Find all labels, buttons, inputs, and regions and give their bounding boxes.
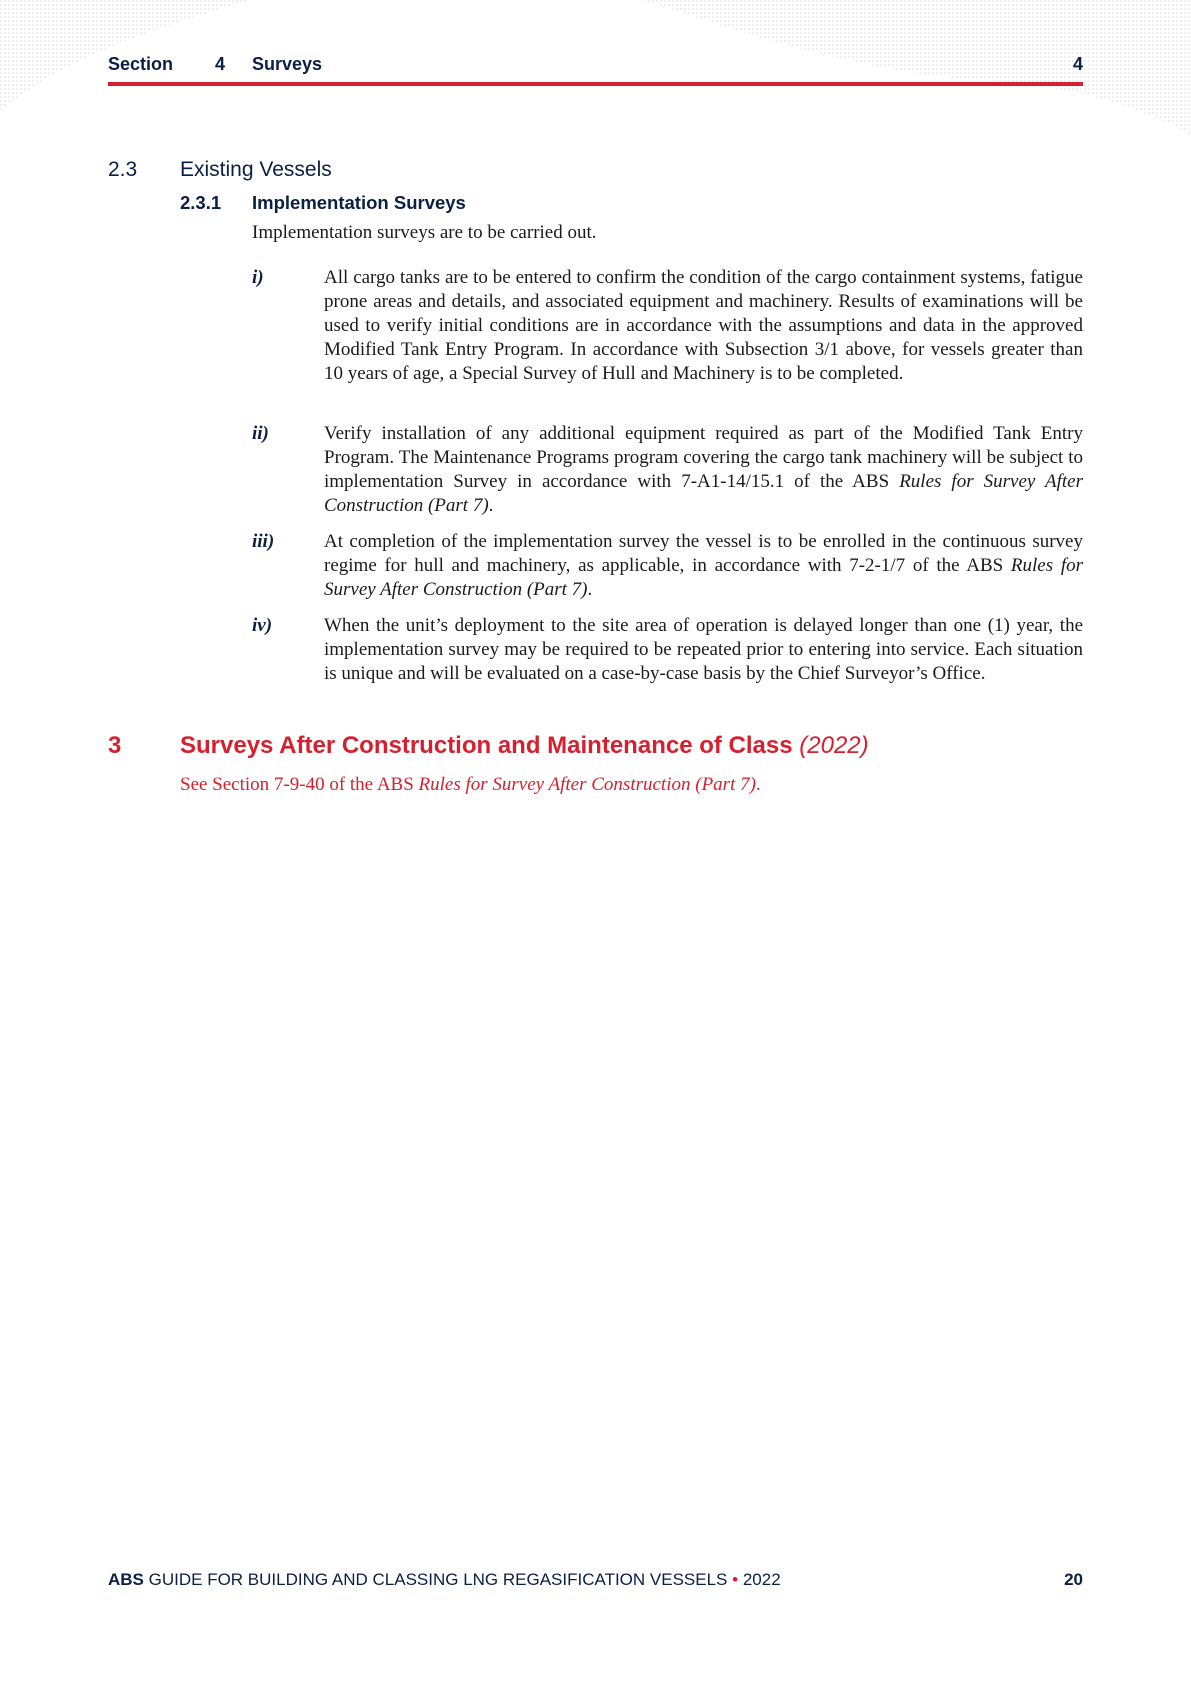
- list-item-i: [252, 266, 1083, 386]
- intro-paragraph: Implementation surveys are to be carried out.: [252, 222, 597, 243]
- subheading-number: 2.3.1: [180, 192, 222, 213]
- list-text: [324, 530, 1083, 602]
- list-text-part: .: [587, 579, 593, 600]
- footer-brand: ABS: [108, 1570, 144, 1589]
- list-text-part: .: [488, 495, 494, 516]
- list-text: [324, 422, 1083, 518]
- rules-reference: Rules for Survey After Construction (Part 7): [324, 555, 1083, 600]
- heading-number: 2.3: [108, 158, 138, 181]
- list-item-iii: [252, 530, 1083, 602]
- header-rule: [108, 82, 1083, 86]
- list-label: ii): [252, 423, 269, 444]
- running-header: [108, 54, 1083, 76]
- list-text-part: At completion of the implementation survey the vessel is to be enrolled in the continuous survey regime for hull and machinery, as applicable, in accordance with 7-2-1/7 of the ABS: [324, 531, 1083, 576]
- see-text: .: [755, 774, 761, 795]
- rules-reference: Rules for Survey After Construction (Part 7): [324, 471, 1083, 516]
- list-text-part: Verify installation of any additional equipment required as part of the Modified Tank Entry Program. The Maintenance Programs program covering the cargo tank machinery will be subject to implementation Survey in accordance with 7-A1-14/15.1 of the ABS: [324, 423, 1083, 492]
- list-item-ii: [252, 422, 1083, 518]
- see-text: See Section 7-9-40 of the ABS: [180, 774, 419, 795]
- rules-reference: Rules for Survey After Construction (Part 7): [418, 774, 756, 795]
- heading-title: Surveys After Construction and Maintenance of Class: [180, 732, 793, 759]
- heading-title: Existing Vessels: [180, 158, 332, 181]
- footer-title: GUIDE FOR BUILDING AND CLASSING LNG REGASIFICATION VESSELS: [148, 1570, 728, 1589]
- heading-year: (2022): [799, 732, 869, 759]
- header-section-label: Section: [108, 54, 174, 74]
- header-section-number: 4: [215, 54, 226, 74]
- header-section-title: Surveys: [252, 54, 323, 74]
- list-text: All cargo tanks are to be entered to confirm the condition of the cargo containment systems, fatigue prone areas and details, and associated equipment and machinery. Results of examinations will be used to verify initial conditions are in accordance with the assumptions and data in the approved Modified Tank Entry Program. In accordance with Subsection 3/1 above, for vessels greater than 10 years of age, a Special Survey of Hull and Machinery is to be completed.: [324, 267, 1083, 384]
- header-dot-pattern: [0, 0, 1191, 160]
- list-label: iii): [252, 531, 275, 552]
- list-label: iv): [252, 615, 273, 636]
- footer-year: 2022: [742, 1570, 781, 1589]
- heading-title-line: [180, 732, 869, 760]
- list-item-iv: [252, 614, 1083, 686]
- see-reference-paragraph: [180, 774, 761, 796]
- heading-number: 3: [108, 732, 122, 759]
- footer-separator: •: [732, 1570, 739, 1589]
- subheading-title: Implementation Surveys: [252, 192, 466, 213]
- list-label: i): [252, 267, 264, 288]
- running-footer: [108, 1570, 1083, 1592]
- header-page-section: 4: [1072, 54, 1083, 74]
- footer-page-number: 20: [1064, 1570, 1083, 1589]
- list-text: When the unit’s deployment to the site area of operation is delayed longer than one (1) year, the implementation survey may be required to be repeated prior to entering into service. Each situation is unique and will be evaluated on a case-by-case basis by the Chief Surveyor’s Office.: [324, 615, 1083, 684]
